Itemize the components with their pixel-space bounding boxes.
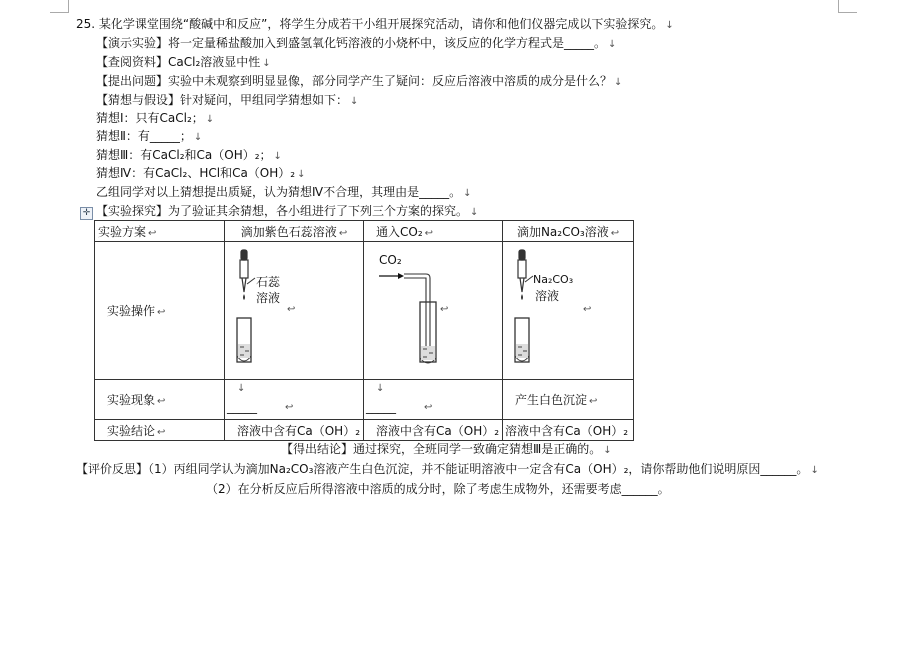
reflect-2-text: （2）在分析反应后所得溶液中溶质的成分时，除了考虑生成物外，还需要考虑______。 bbox=[206, 482, 670, 496]
paragraph-mark-icon: ↓ bbox=[237, 383, 246, 394]
guess-2-line bbox=[96, 128, 202, 146]
hypothesis-title-line bbox=[96, 92, 358, 110]
explore-line bbox=[96, 203, 478, 221]
phenomenon-col3: 产生白色沉淀 bbox=[515, 393, 588, 407]
doubt-text: 乙组同学对以上猜想提出质疑，认为猜想Ⅳ不合理，其理由是_____。 bbox=[96, 185, 462, 199]
question-intro: 某化学课堂围绕“酸碱中和反应”，将学生分成若干小组开展探究活动，请你和他们仪器完成以下实验探究。 bbox=[98, 17, 664, 31]
header-col1-cell: 滴加紫色石蕊溶液 ↩ bbox=[225, 221, 364, 242]
paragraph-mark-icon: ↓ bbox=[614, 77, 623, 88]
paragraph-mark-icon: ↓ bbox=[273, 151, 282, 162]
move-anchor-icon[interactable]: ✛ bbox=[80, 207, 93, 220]
problem-text: 【提出问题】实验中未观察到明显显像，部分同学产生了疑问：反应后溶液中溶质的成分是什么？ bbox=[96, 74, 613, 88]
phenomenon-col1-cell: ↓ _____ ↩ bbox=[225, 380, 364, 420]
result-col3-cell bbox=[503, 420, 634, 441]
paragraph-mark-icon: ↓ bbox=[603, 445, 612, 456]
paragraph-mark-icon: ↓ bbox=[470, 207, 479, 218]
paragraph-mark-icon: ↓ bbox=[205, 114, 215, 125]
result-col2: 溶液中含有Ca（OH）₂ bbox=[376, 423, 500, 438]
table-row bbox=[95, 420, 634, 441]
operation-label-cell: 实验操作 ↩ bbox=[95, 242, 225, 380]
lookup-line bbox=[96, 54, 271, 72]
table-row bbox=[95, 380, 634, 420]
reflect-1-text: 【评价反思】（1）丙组同学认为滴加Na₂CO₃溶液产生白色沉淀，并不能证明溶液中一定含有Ca（OH）₂，请你帮助他们说明原因______。 bbox=[76, 462, 809, 476]
paragraph-mark-icon: ↓ bbox=[463, 188, 472, 199]
guess-4: 猜想Ⅳ：有CaCl₂、HCl和Ca（OH）₂ bbox=[96, 166, 296, 180]
paragraph-mark-icon: ↓ bbox=[376, 383, 385, 394]
page-corner-mark-right bbox=[838, 0, 857, 13]
paragraph-mark-icon: ↓ bbox=[297, 169, 306, 180]
paragraph-mark-icon: ↓ bbox=[350, 96, 359, 107]
fig1-label-a: 石蕊 bbox=[256, 275, 281, 289]
phenomenon-col1: _____ bbox=[227, 400, 257, 414]
fig2-label: CO₂ bbox=[379, 253, 402, 267]
problem-line bbox=[96, 73, 622, 91]
result-label-cell: 实验结论 ↩ bbox=[95, 420, 225, 441]
cell-mark-icon: ↩ bbox=[583, 304, 592, 315]
phenomenon-col2-cell: ↓ _____ ↩ bbox=[364, 380, 503, 420]
paragraph-mark-icon: ↓ bbox=[608, 39, 617, 50]
page-corner-mark-left bbox=[50, 0, 69, 13]
phenomenon-label-cell: 实验现象 ↩ bbox=[95, 380, 225, 420]
result-col1-cell bbox=[225, 420, 364, 441]
result-col3: 溶液中含有Ca（OH）₂ bbox=[505, 423, 629, 438]
lookup-text: 【查阅资料】CaCl₂溶液显中性 bbox=[96, 55, 261, 69]
guess-2: 猜想Ⅱ：有_____； bbox=[96, 129, 192, 143]
paragraph-mark-icon: ↓ bbox=[262, 58, 271, 69]
hypothesis-title: 【猜想与假设】针对疑问，甲组同学猜想如下： bbox=[96, 93, 349, 107]
operation-fig2-cell bbox=[364, 242, 503, 380]
phenomenon-col2: _____ bbox=[366, 400, 397, 414]
paragraph-mark-icon: ↓ bbox=[810, 465, 819, 476]
demo-experiment-line bbox=[96, 35, 616, 53]
fig3-label-b: 溶液 bbox=[535, 289, 560, 303]
explore-text: 【实验探究】为了验证其余猜想，各小组进行了下列三个方案的探究。 bbox=[96, 204, 469, 218]
guess-3-line bbox=[96, 147, 282, 165]
paragraph-mark-icon: ↓ bbox=[193, 132, 203, 143]
conclusion-text: 【得出结论】通过探究，全班同学一致确定猜想Ⅲ是正确的。 bbox=[281, 442, 602, 456]
table-row bbox=[95, 221, 634, 242]
fig1-label-b: 溶液 bbox=[256, 291, 281, 305]
na2co3-test-tube-figure bbox=[503, 242, 633, 376]
guess-1-line bbox=[96, 110, 214, 128]
result-col2-cell bbox=[364, 420, 503, 441]
co2-test-tube-figure bbox=[364, 242, 498, 376]
fig3-label-a: Na₂CO₃ bbox=[533, 273, 574, 286]
experiment-table bbox=[94, 220, 634, 441]
demo-experiment-text: 【演示实验】将一定量稀盐酸加入到盛氢氧化钙溶液的小烧杯中，该反应的化学方程式是_____。 bbox=[96, 36, 607, 50]
result-col1: 溶液中含有Ca（OH）₂ bbox=[237, 423, 361, 438]
reflect-1-line bbox=[76, 461, 819, 479]
reflect-2-line bbox=[206, 481, 670, 497]
doubt-line bbox=[96, 184, 471, 202]
guess-4-line bbox=[96, 165, 305, 183]
table-row bbox=[95, 242, 634, 380]
litmus-test-tube-figure bbox=[225, 242, 359, 376]
conclusion-line bbox=[281, 441, 612, 459]
header-col2-cell: 通入CO₂ ↩ bbox=[364, 221, 503, 242]
operation-fig1-cell bbox=[225, 242, 364, 380]
operation-fig3-cell bbox=[503, 242, 634, 380]
cell-mark-icon: ↩ bbox=[440, 304, 449, 315]
paragraph-mark-icon: ↓ bbox=[665, 20, 674, 31]
guess-1: 猜想Ⅰ：只有CaCl₂； bbox=[96, 111, 204, 125]
cell-mark-icon: ↩ bbox=[287, 304, 296, 315]
header-label-cell: 实验方案 ↩ bbox=[95, 221, 225, 242]
question-intro-line bbox=[76, 16, 674, 34]
question-number: 25. bbox=[76, 17, 96, 31]
guess-3: 猜想Ⅲ：有CaCl₂和Ca（OH）₂； bbox=[96, 148, 272, 162]
header-col3-cell: 滴加Na₂CO₃溶液 ↩ bbox=[503, 221, 634, 242]
phenomenon-col3-cell: 产生白色沉淀 ↩ bbox=[503, 380, 634, 420]
